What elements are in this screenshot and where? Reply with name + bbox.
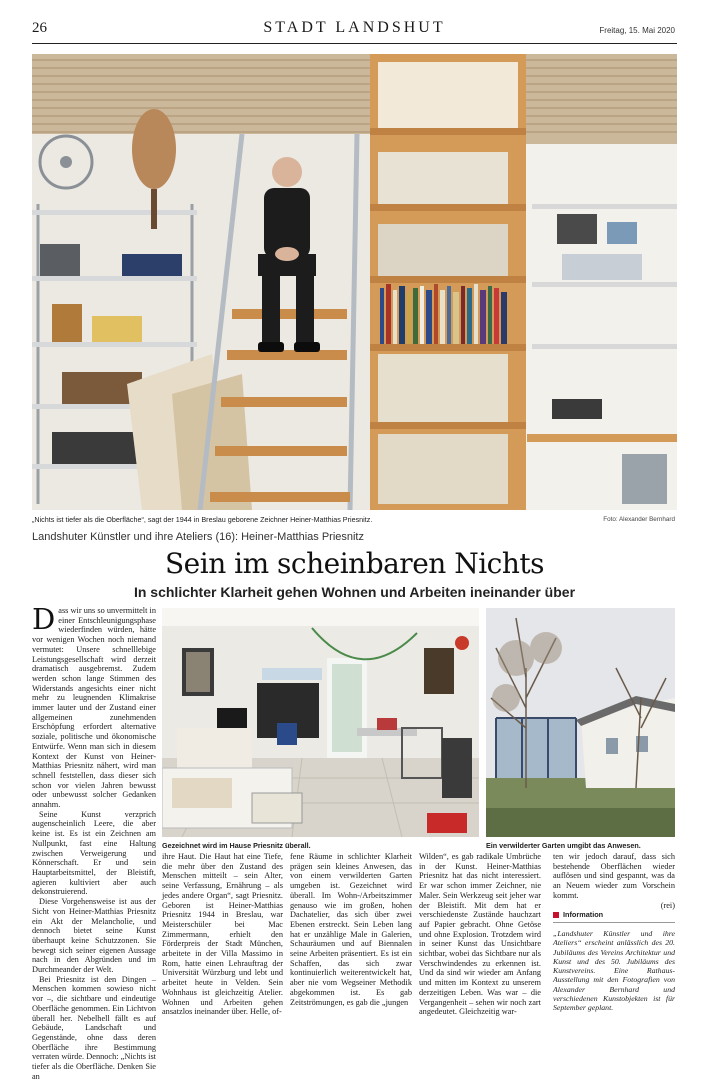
article-paragraph	[32, 602, 156, 810]
drop-cap: D	[32, 602, 56, 636]
info-square-icon	[553, 912, 559, 918]
author-initials: (rei)	[660, 900, 675, 910]
garden-photo-caption: Ein verwilderter Garten umgibt das Anwesen.	[486, 841, 641, 850]
article-paragraph: Diese Vorgehensweise ist aus der Sicht von Heiner-Matthias Priesnitz ein Akt der Melancholie, und dennoch bietet seine Kunst überhaupt keine Schutzzonen. Sie bewegt sich seiner eigenen Aussage nach in den Abgründen und im Durchmeander der Welt.	[32, 897, 156, 975]
section-title: STADT LANDSHUT	[263, 19, 446, 36]
issue-date: Freitag, 15. Mai 2020	[599, 26, 675, 35]
main-photo-studio	[32, 54, 677, 510]
info-box	[553, 910, 675, 1013]
series-title: Landshuter Künstler und ihre Ateliers (16): Heiner-Matthias Priesnitz	[32, 531, 364, 543]
article-paragraph: Seine Kunst verzprich augenscheinlich Leere, die aber keine ist. Es ist ein Zeichnen am Nullpunkt, fast eine Haltung zwischen Verweigerung und Könnerschaft. Er und sein Hauptarbeitsmittel, der Bleistift, agieren kultiviert aber auch dekonstruierend.	[32, 809, 156, 897]
article-paragraph: ten wir jedoch darauf, dass sich bestehende Oberflächen wieder auflösen und sind gespannt, was da an Neuem wieder zum Vorschein kommt.	[553, 852, 675, 900]
info-header	[553, 910, 675, 923]
photo-credit: Foto: Alexander Bernhard	[603, 516, 675, 523]
page-number: 26	[32, 20, 47, 36]
paragraph-text: ass wir uns so unvermittelt in einer Entschleunigungsphase wiederfinden würden, hätte vor wenigen Wochen noch niemand vermutet: Unsere schnelllebige Leistungsgesellschaft wird derzeit dramatisch ausgebremst. Zudem werden schon lange Stimmen des Widerstands angesichts einer nicht mehr zu leugnenden Klimakrise immer lauter und der Zustand einer allgemeinen zunehmenden Erschöpfung erfordert alternative soziale, politische und ökonomische Entwürfe. Wenn man sich in diesem Kontext der Kunst von Heiner-Matthias Priesnitz nähert, wird man schnell feststellen, dass dieser sich schon vor vielen Jahren bewusst oder unbewusst solcher Gedanken annahm.	[32, 606, 156, 810]
interior-photo	[162, 608, 479, 837]
info-title: Information	[563, 910, 604, 919]
article-column-3	[290, 852, 412, 1007]
article-paragraph: ihre Haut. Die Haut hat eine Tiefe, die mehr über den Zustand des Menschen mitteilt – sein Alter, seine Verfassung, Ernährung – als jedes andere Organ“, sagt Priesnitz. Geboren ist Heiner-Matthias Priesnitz 1944 in Breslau, war Meisterschüler bei Mac Zimmermann, erhielt den Förderpreis der Stadt München, arbeitete in der Villa Massimo in Rom, hatte einen Lehrauftrag der Universität Würzburg und lebt und arbeitet heute in Velden. Sein Wohnhaus ist gleichzeitig Atelier. Wohnen und Arbeiten gehen ansatzlos ineinander über. Helle, of-	[162, 852, 283, 1017]
article-column-1	[32, 602, 156, 1081]
article-column-4	[419, 852, 541, 1017]
interior-photo-caption: Gezeichnet wird im Hause Priesnitz überall.	[162, 841, 311, 850]
info-text: „Landshuter Künstler und ihre Ateliers“ erscheint anlässlich des 20. Jubiläums des Vereins Architektur und Kunst und des 50. Jubiläums des Kunstvereins. Eine Rathaus-Ausstellung mit den Fotografien von Alexander Bernhard und verschiedenen Kunstobjekten ist für September geplant.	[553, 929, 675, 1013]
headline: Sein im scheinbaren Nichts	[165, 547, 544, 580]
article-paragraph: fene Räume in schlichter Klarheit prägen sein kleines Anwesen, das von einem verwilderten Garten umgeben ist. Gezeichnet wird überall. Im Wohn-/Arbeitszimmer genauso wie im großen, hohen Dachatelier, das sich über zwei Ebenen erstreckt. Sein Leben lang hat er unzählige Male in Galerien, Schauräumen und auf Biennalen seine Arbeiten präsentiert. Es ist ein Schaffen, das sich zwar kontinuierlich weiterentwickelt hat, aber nie vom Wegseiner Methodik abgekommen ist. Es gab Zeitströmungen, es gab die „jungen	[290, 852, 412, 1007]
garden-photo	[486, 608, 675, 837]
article-paragraph: Wilden“, es gab radikale Umbrüche in der Kunst. Heiner-Matthias Priesnitz hat das nicht interessiert. Er war schon immer Zeichner, nie Maler. Sein Werkzeug seit jeher war der Bleistift. Mit dem hat er verschiedenste Zustände hauchzart auf Papier gebracht. Ohne Getöse und ohne Explosion. Trotzdem wird in seiner Kunst das Unsichtbare sichtbar, wobei das Sichtbare nur als Verschwindendes zu erkennen ist. Und da sind wir wieder am Anfang und mitten im Kontext zu unserem derzeitigen Leben. Was war – die Vergangenheit – sehen wir noch zart angedeutet. Gleichzeitig war-	[419, 852, 541, 1017]
subheadline: In schlichter Klarheit gehen Wohnen und Arbeiten ineinander über	[133, 584, 576, 600]
article-column-2	[162, 852, 283, 1017]
article-paragraph: Bei Priesnitz ist den Dingen – Menschen kommen sowieso nicht vor –, die sichtbare und eindeutige Oberfläche genommen. Ein Lichtvon überall her. Nebelhell fällt es auf Gebäude, Landschaft und Gegenstände, ohne dass deren Oberfläche ihre Bestimmung verraten würde. Dennoch: „Nichts ist tiefer als die Oberfläche. Denken Sie an	[32, 974, 156, 1081]
article-column-5	[553, 852, 675, 910]
header-rule	[32, 43, 677, 44]
main-photo-caption: „Nichts ist tiefer als die Oberfläche“, sagt der 1944 in Breslau geborene Zeichner Heiner-Matthias Priesnitz.	[32, 515, 373, 524]
